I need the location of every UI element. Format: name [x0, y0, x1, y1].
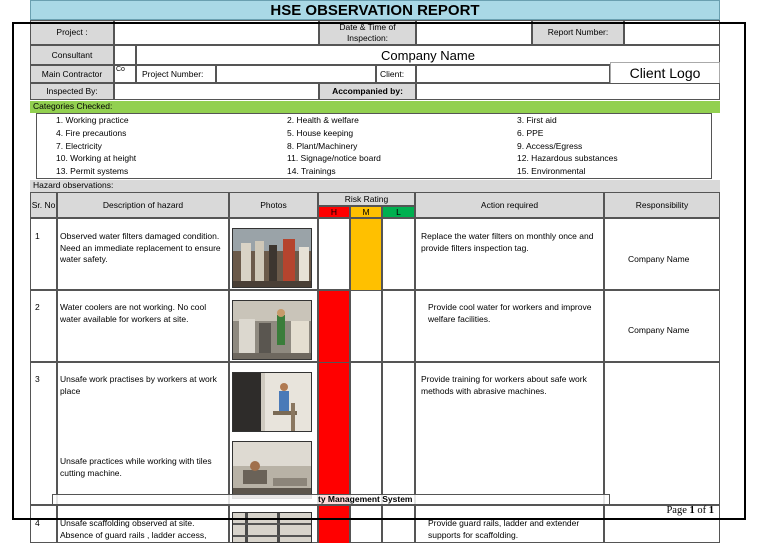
row-3-no: 3: [35, 374, 40, 384]
category-item: 10. Working at height: [56, 153, 137, 164]
row-3-description-2: Unsafe practices while working with tiles cutting machine.: [60, 456, 212, 478]
inspected-by-label: Inspected By:: [30, 83, 114, 100]
risk-h-header: H: [318, 206, 350, 218]
category-item: 9. Access/Egress: [517, 140, 583, 151]
table-cell: [382, 505, 415, 543]
accompanied-by-label: Accompanied by:: [319, 83, 416, 100]
project-value-cell[interactable]: [114, 20, 319, 45]
category-item: 7. Electricity: [56, 140, 102, 151]
col-action-required: Action required: [415, 192, 604, 218]
row-1-responsibility: Company Name: [628, 254, 690, 264]
table-cell: [350, 362, 382, 505]
company-name: Company Name: [136, 45, 720, 65]
risk-l-header: L: [382, 206, 415, 218]
project-number-label: Project Number:: [136, 65, 216, 83]
category-item: 5. House keeping: [287, 127, 354, 138]
report-title: HSE OBSERVATION REPORT: [30, 0, 720, 20]
category-item: 13. Permit systems: [56, 166, 129, 177]
page-prefix: Page: [666, 505, 687, 516]
consultant-value-cell[interactable]: [114, 45, 136, 65]
co-cell: [114, 65, 136, 83]
table-cell: [350, 290, 382, 362]
col-risk-rating: Risk Rating: [318, 192, 415, 206]
page-current: 1: [689, 505, 695, 516]
page-of: of: [697, 505, 707, 516]
risk-fill-high: [319, 291, 349, 362]
table-cell: [415, 290, 604, 362]
footer-management-system: ty Management System: [318, 494, 413, 504]
page-total: 1: [708, 505, 714, 516]
table-cell: [382, 362, 415, 505]
table-cell: [318, 218, 350, 290]
table-cell: [415, 218, 604, 290]
table-cell: [382, 290, 415, 362]
risk-m-header: M: [350, 206, 382, 218]
table-cell: [30, 290, 57, 362]
hazard-heading: Hazard observations:: [30, 180, 720, 192]
photo-scaffolding: [232, 512, 312, 543]
row-1-no: 1: [35, 231, 40, 241]
category-item: 12. Hazardous substances: [517, 153, 618, 164]
datetime-value-cell[interactable]: [416, 20, 532, 45]
category-item: 2. Health & welfare: [287, 115, 359, 125]
table-cell: [30, 218, 57, 290]
main-contractor-label: Main Contractor: [30, 65, 114, 83]
category-item: 14. Trainings: [287, 166, 336, 177]
project-number-cell[interactable]: [216, 65, 376, 83]
report-number-label: Report Number:: [532, 20, 624, 45]
accompanied-by-cell[interactable]: [416, 83, 720, 100]
col-sr-no: Sr. No: [30, 192, 57, 218]
categories-box: [36, 113, 712, 179]
photo-water-filters: [232, 228, 312, 288]
col-photos: Photos: [229, 192, 318, 218]
co-label: Co: [116, 66, 125, 73]
row-2-action: Provide cool water for workers and improve welfare facilities.: [428, 302, 592, 324]
table-cell: [57, 290, 229, 362]
table-cell: [604, 362, 720, 505]
risk-fill-medium: [351, 219, 381, 290]
table-cell: [382, 218, 415, 290]
row-3-description: Unsafe work practises by workers at work place: [60, 374, 217, 396]
risk-fill-high: [319, 363, 349, 505]
client-logo: Client Logo: [610, 62, 720, 84]
row-1-action: Replace the water filters on monthly once and provide filters inspection tag.: [421, 231, 594, 253]
row-2-responsibility: Company Name: [628, 325, 690, 335]
photo-water-coolers: [232, 300, 312, 360]
client-label: Client:: [376, 65, 416, 83]
report-number-cell[interactable]: [624, 20, 720, 45]
page-number: [666, 505, 714, 516]
row-2-description: Water coolers are not working. No cool water available for workers at site.: [60, 302, 207, 324]
category-item: 15. Environmental: [517, 166, 586, 177]
project-label: Project :: [30, 20, 114, 45]
row-3-action: Provide training for workers about safe work methods with abrasive machines.: [421, 374, 587, 396]
photo-tile-cutting: [232, 441, 312, 499]
category-item: 3. First aid: [517, 115, 557, 125]
category-item: 6. PPE: [517, 127, 544, 138]
category-item: 8. Plant/Machinery: [287, 140, 358, 151]
table-cell: [350, 505, 382, 543]
col-description: Description of hazard: [57, 192, 229, 218]
category-item: 11. Signage/notice board: [287, 153, 381, 164]
categories-heading: Categories Checked:: [30, 101, 720, 113]
col-responsibility: Responsibility: [604, 192, 720, 218]
row-2-no: 2: [35, 302, 40, 312]
row-1-description: Observed water filters damaged condition. Need an immediate replacement to ensure water safety.: [60, 231, 221, 264]
risk-fill-high: [319, 506, 349, 543]
inspected-by-cell[interactable]: [114, 83, 319, 100]
client-value-cell[interactable]: [416, 65, 610, 83]
category-item: 4. Fire precautions: [56, 127, 127, 138]
row-4-action: Provide guard rails, ladder and extender supports for scaffolding.: [428, 518, 580, 540]
datetime-label: Date & Time of Inspection:: [319, 20, 416, 45]
consultant-label: Consultant: [30, 45, 114, 65]
row-4-description: Unsafe scaffolding observed at site. Absence of guard rails , ladder access,: [60, 518, 207, 540]
row-4-no: 4: [35, 518, 40, 528]
category-item: 1. Working practice: [56, 115, 129, 125]
photo-unsafe-work: [232, 372, 312, 432]
